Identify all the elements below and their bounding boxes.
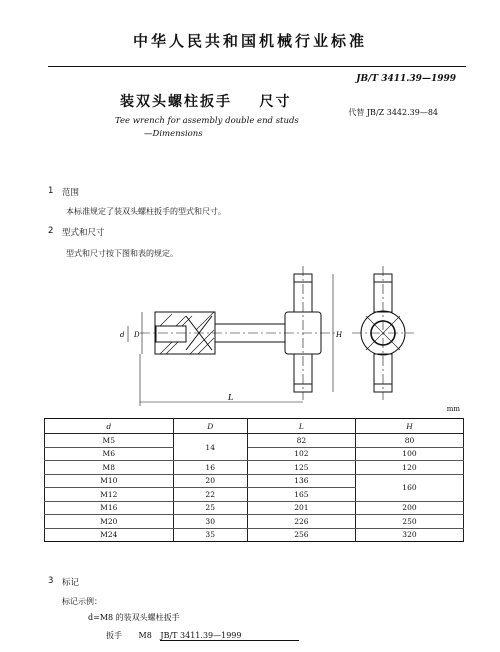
table-row: M5 14 82 80 (45, 434, 464, 448)
marking-description: d=M8 的装双头螺柱扳手 (88, 613, 180, 622)
col-header-D: D (173, 419, 247, 434)
document-subtitle-en: —Dimensions (144, 129, 203, 139)
marking-line (106, 630, 299, 641)
section-1-text: 本标准规定了装双头螺柱扳手的型式和尺寸。 (66, 207, 226, 216)
wrench-drawing (0, 260, 500, 410)
col-header-H: H (355, 419, 463, 434)
col-header-d: d (45, 419, 174, 434)
replaces-note: 代替 JB/Z 3442.39—84 (348, 108, 438, 117)
dim-label-L: L (228, 393, 234, 402)
table-row: M20 30 226 250 (45, 515, 464, 529)
table-row: M12 22 165 (45, 488, 464, 502)
section-2-text: 型式和尺寸按下图和表的规定。 (66, 249, 178, 258)
section-2-number: 2 (48, 226, 54, 236)
marking-standard: JB/T 3411.39—1999 (160, 631, 299, 641)
header-rule (48, 66, 466, 67)
table-row: M24 35 256 320 (45, 528, 464, 542)
standard-org-header: 中华人民共和国机械行业标准 (132, 32, 367, 50)
table-row: M6 102 100 (45, 447, 464, 461)
section-1-title: 范围 (62, 188, 80, 198)
section-3-title: 标记 (62, 578, 80, 588)
section-3-number: 3 (48, 576, 54, 586)
col-header-L: L (247, 419, 355, 434)
document-title-cn: 装双头螺柱扳手 尺寸 (120, 94, 292, 110)
dim-label-H: H (336, 331, 343, 339)
table-row: M10 20 136 160 (45, 474, 464, 488)
marking-word: 扳手 (106, 631, 122, 640)
standard-number: JB/T 3411.39—1999 (356, 74, 456, 84)
table-row: M8 16 125 120 (45, 461, 464, 475)
document-title-en: Tee wrench for assembly double end studs (115, 116, 299, 126)
dim-label-d: d (120, 331, 125, 339)
dimensions-table (44, 418, 464, 542)
section-1-number: 1 (48, 186, 54, 196)
marking-code: M8 (138, 631, 152, 640)
marking-example-label: 标记示例： (62, 597, 102, 606)
table-row: M16 25 201 200 (45, 501, 464, 515)
unit-label: mm (446, 405, 460, 413)
dim-label-D: D (134, 331, 140, 339)
section-2-title: 型式和尺寸 (62, 228, 105, 238)
